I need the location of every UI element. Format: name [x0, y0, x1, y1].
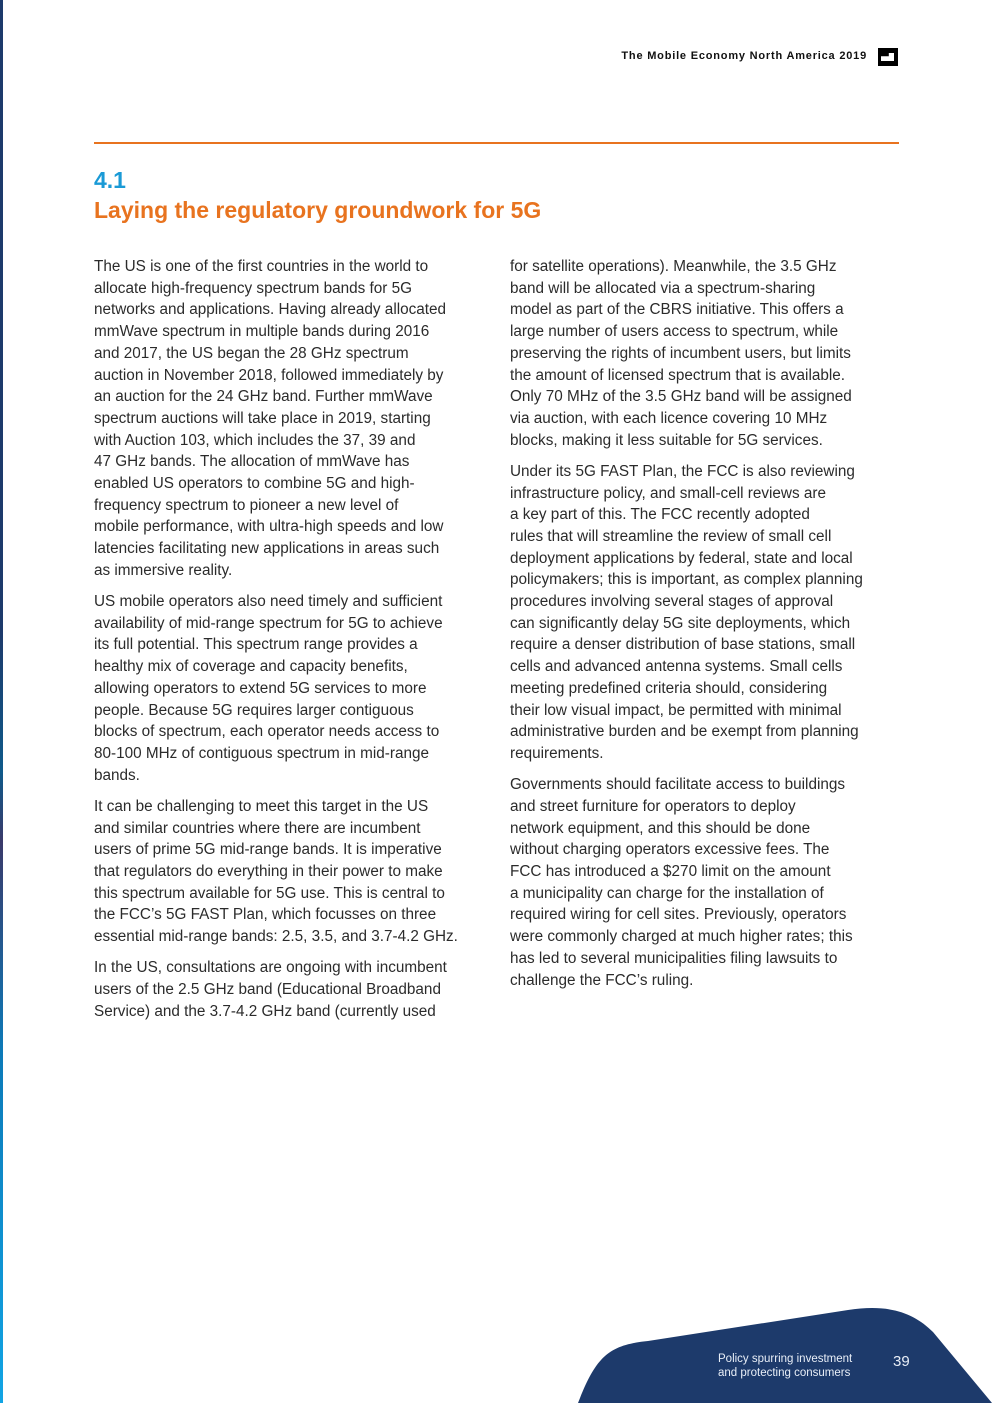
text-line: blocks, making it less suitable for 5G services. — [510, 431, 823, 449]
page-number: 39 — [893, 1353, 910, 1370]
text-line: availability of mid-range spectrum for 5G to achieve — [94, 614, 443, 632]
text-line: can significantly delay 5G site deployments, which — [510, 614, 851, 632]
paragraph — [94, 591, 494, 786]
section-divider — [94, 142, 899, 144]
text-line: latencies facilitating new applications in areas such — [94, 540, 440, 558]
text-line: Service) and the 3.7-4.2 GHz band (currently used — [94, 1002, 436, 1020]
text-line: In the US, consultations are ongoing with incumbent — [94, 959, 447, 977]
section-title: Laying the regulatory groundwork for 5G — [94, 197, 542, 223]
text-line: their low visual impact, be permitted with minimal — [510, 701, 842, 719]
text-line: a key part of this. The FCC recently adopted — [510, 506, 810, 524]
text-line: allowing operators to extend 5G services to more — [94, 679, 427, 697]
text-line: band will be allocated via a spectrum-sharing — [510, 279, 816, 297]
text-line: its full potential. This spectrum range provides a — [94, 636, 418, 654]
text-line: users of prime 5G mid-range bands. It is imperative — [94, 841, 442, 859]
text-line: mobile performance, with ultra-high speeds and low — [94, 518, 444, 536]
text-line: and 2017, the US began the 28 GHz spectrum — [94, 344, 409, 362]
body-column-right — [510, 256, 910, 1001]
chapter-title-line: Policy spurring investment — [718, 1353, 853, 1365]
section-number: 4.1 — [94, 167, 126, 193]
text-line: meeting predefined criteria should, considering — [510, 679, 828, 697]
text-line: people. Because 5G requires larger contiguous — [94, 701, 414, 719]
text-line: as immersive reality. — [94, 561, 233, 579]
paragraph — [94, 796, 494, 948]
text-line: rules that will streamline the review of small cell — [510, 527, 832, 545]
text-line: allocate high-frequency spectrum bands for 5G — [94, 279, 413, 297]
text-line: essential mid-range bands: 2.5, 3.5, and 3.7-4.2 GHz. — [94, 928, 458, 946]
text-line: an auction for the 24 GHz band. Further mmWave — [94, 388, 433, 406]
text-line: 47 GHz bands. The allocation of mmWave has — [94, 453, 410, 471]
paragraph — [94, 957, 494, 1022]
text-line: auction in November 2018, followed immediately by — [94, 366, 444, 384]
text-line: and street furniture for operators to deploy — [510, 797, 796, 815]
text-line: Under its 5G FAST Plan, the FCC is also reviewing — [510, 462, 855, 480]
chapter-title — [718, 1352, 852, 1380]
text-line: Governments should facilitate access to buildings — [510, 776, 846, 794]
text-line: 80-100 MHz of contiguous spectrum in mid-range — [94, 744, 429, 762]
text-line: and similar countries where there are incumbent — [94, 819, 421, 837]
text-line: via auction, with each licence covering 10 MHz — [510, 409, 828, 427]
text-line: model as part of the CBRS initiative. This offers a — [510, 301, 844, 319]
text-line: enabled US operators to combine 5G and high- — [94, 475, 415, 493]
text-line: require a denser distribution of base stations, small — [510, 636, 856, 654]
text-line: networks and applications. Having already allocated — [94, 301, 447, 319]
text-line: challenge the FCC’s ruling. — [510, 971, 694, 989]
text-line: It can be challenging to meet this target in the US — [94, 797, 429, 815]
text-line: policymakers; this is important, as complex planning — [510, 571, 863, 589]
text-line: Only 70 MHz of the 3.5 GHz band will be assigned — [510, 388, 852, 406]
text-line: preserving the rights of incumbent users, but limits — [510, 344, 851, 362]
text-line: administrative burden and be exempt from planning — [510, 723, 859, 741]
text-line: large number of users access to spectrum, while — [510, 323, 839, 341]
text-line: bands. — [94, 766, 140, 784]
text-line: deployment applications by federal, state and local — [510, 549, 853, 567]
text-line: this spectrum available for 5G use. This is central to — [94, 884, 445, 902]
paragraph — [94, 256, 494, 582]
body-column-left — [94, 256, 494, 1032]
text-line: required wiring for cell sites. Previously, operators — [510, 906, 847, 924]
text-line: US mobile operators also need timely and sufficient — [94, 593, 443, 611]
text-line: that regulators do everything in their power to make — [94, 862, 443, 880]
text-line: FCC has introduced a $270 limit on the amount — [510, 862, 831, 880]
text-line: requirements. — [510, 744, 604, 762]
text-line: healthy mix of coverage and capacity benefits, — [94, 658, 408, 676]
paragraph — [510, 256, 910, 451]
publication-title: The Mobile Economy North America 2019 — [621, 50, 867, 62]
text-line: with Auction 103, which includes the 37, 39 and — [94, 431, 416, 449]
text-line: without charging operators excessive fees. The — [510, 841, 830, 859]
text-line: spectrum auctions will take place in 2019, starting — [94, 409, 431, 427]
chapter-title-line: and protecting consumers — [718, 1367, 851, 1379]
text-line: a municipality can charge for the installation of — [510, 884, 824, 902]
text-line: frequency spectrum to pioneer a new level of — [94, 496, 399, 514]
text-line: has led to several municipalities filing lawsuits to — [510, 949, 838, 967]
text-line: The US is one of the first countries in the world to — [94, 258, 429, 275]
text-line: the amount of licensed spectrum that is available. — [510, 366, 846, 384]
paragraph — [510, 461, 910, 765]
text-line: procedures involving several stages of approval — [510, 593, 834, 611]
text-line: the FCC’s 5G FAST Plan, which focusses on three — [94, 906, 437, 924]
text-line: network equipment, and this should be done — [510, 819, 811, 837]
text-line: infrastructure policy, and small-cell reviews are — [510, 484, 826, 502]
text-line: users of the 2.5 GHz band (Educational Broadband — [94, 981, 441, 998]
text-line: were commonly charged at much higher rates; this — [510, 928, 853, 946]
paragraph — [510, 774, 910, 991]
text-line: for satellite operations). Meanwhile, the 3.5 GHz — [510, 258, 837, 275]
page-edge-stripe — [0, 0, 3, 1403]
text-line: cells and advanced antenna systems. Small cells — [510, 658, 843, 676]
text-line: mmWave spectrum in multiple bands during 2016 — [94, 323, 430, 341]
truck-icon — [878, 48, 898, 66]
text-line: blocks of spectrum, each operator needs access to — [94, 723, 440, 741]
